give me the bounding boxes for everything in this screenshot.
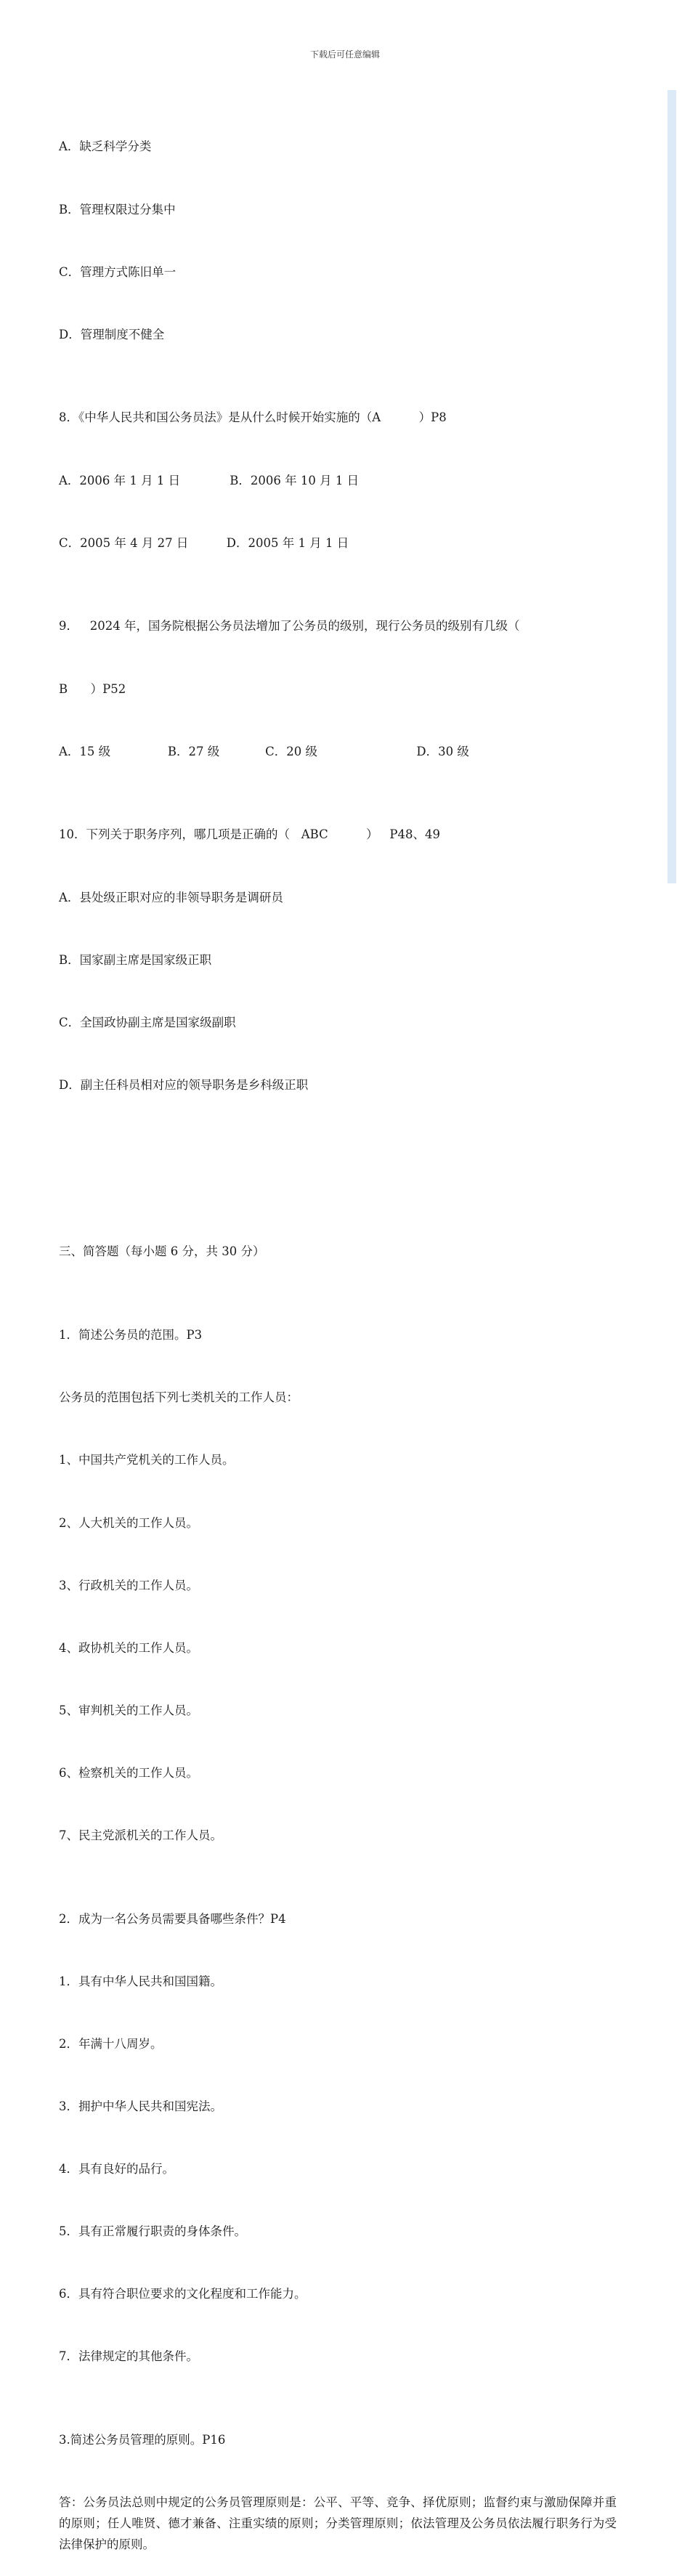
- q7-option-a: A．缺乏科学分类: [59, 139, 152, 154]
- q10-option-b: B．国家副主席是国家级正职: [59, 952, 212, 967]
- spacer: [59, 1159, 625, 1180]
- document-body: [59, 95, 625, 2576]
- s3-q1-item: 3、行政机关的工作人员。: [59, 1578, 198, 1592]
- s3-q2-item: 7．法律规定的其他条件。: [59, 2349, 198, 2364]
- q8-options-row1: A．2006 年 1 月 1 日 B．2006 年 10 月 1 日: [59, 473, 360, 487]
- s3-q2-question: 2．成为一名公务员需要具备哪些条件？P4: [59, 1911, 286, 1926]
- s3-q1-item: 4、政协机关的工作人员。: [59, 1640, 198, 1655]
- s3-q2-item: 4．具有良好的品行。: [59, 2162, 174, 2176]
- page-header: 下载后可任意编辑: [309, 49, 380, 60]
- q10-option-c: C．全国政协副主席是国家级副职: [59, 1015, 236, 1029]
- q7-option-d: D．管理制度不健全: [59, 327, 165, 341]
- q7-option-c: C．管理方式陈旧单一: [59, 264, 176, 279]
- s3-q1-intro: 公务员的范围包括下列七类机关的工作人员：: [59, 1390, 299, 1405]
- q8-question: 8．《中华人民共和国公务员法》是从什么时候开始实施的（A ）P8: [59, 410, 447, 425]
- s3-q2-item: 1．具有中华人民共和国国籍。: [59, 1974, 222, 1988]
- q9-question-line2: B ）P52: [59, 681, 126, 696]
- s3-q1-item: 1、中国共产党机关的工作人员。: [59, 1453, 235, 1467]
- section3-title: 三、简答题（每小题 6 分，共 30 分）: [59, 1244, 265, 1259]
- s3-q2-item: 3．拥护中华人民共和国宪法。: [59, 2099, 222, 2114]
- q9-options: A．15 级 B．27 级 C．20 级 D．30 级: [59, 744, 469, 758]
- s3-q1-item: 6、检察机关的工作人员。: [59, 1765, 198, 1780]
- margin-bar: [667, 90, 676, 883]
- s3-q2-item: 5．具有正常履行职责的身体条件。: [59, 2224, 246, 2239]
- s3-q2-item: 6．具有符合职位要求的文化程度和工作能力。: [59, 2287, 307, 2301]
- q10-question: 10．下列关于职务序列，哪几项是正确的（ ABC ） P48、49: [59, 827, 440, 842]
- q10-option-d: D．副主任科员相对应的领导职务是乡科级正职: [59, 1077, 309, 1092]
- s3-q3-question: 3.简述公务员管理的原则。P16: [59, 2433, 226, 2447]
- s3-q2-item: 2．年满十八周岁。: [59, 2036, 163, 2051]
- q9-question-line1: 9． 2024 年，国务院根据公务员法增加了公务员的级别，现行公务员的级别有几级（: [59, 619, 520, 633]
- s3-q1-item: 5、审判机关的工作人员。: [59, 1703, 198, 1717]
- s3-q3-answer: 答：公务员法总则中规定的公务员管理原则是：公平、平等、竞争、择优原则；监督约束与激励保障并重的原则；任人唯贤、德才兼备、注重实绩的原则；分类管理原则；依法管理及公务员依法履行职务行为受法律保护的原则。: [59, 2495, 617, 2551]
- s3-q1-item: 7、民主党派机关的工作人员。: [59, 1828, 222, 1842]
- q10-option-a: A．县处级正职对应的非领导职务是调研员: [59, 890, 283, 904]
- s3-q1-item: 2、人大机关的工作人员。: [59, 1515, 198, 1530]
- q8-options-row2: C．2005 年 4 月 27 日 D．2005 年 1 月 1 日: [59, 535, 349, 550]
- s3-q1-question: 1．简述公务员的范围。P3: [59, 1328, 203, 1342]
- q7-option-b: B．管理权限过分集中: [59, 202, 176, 216]
